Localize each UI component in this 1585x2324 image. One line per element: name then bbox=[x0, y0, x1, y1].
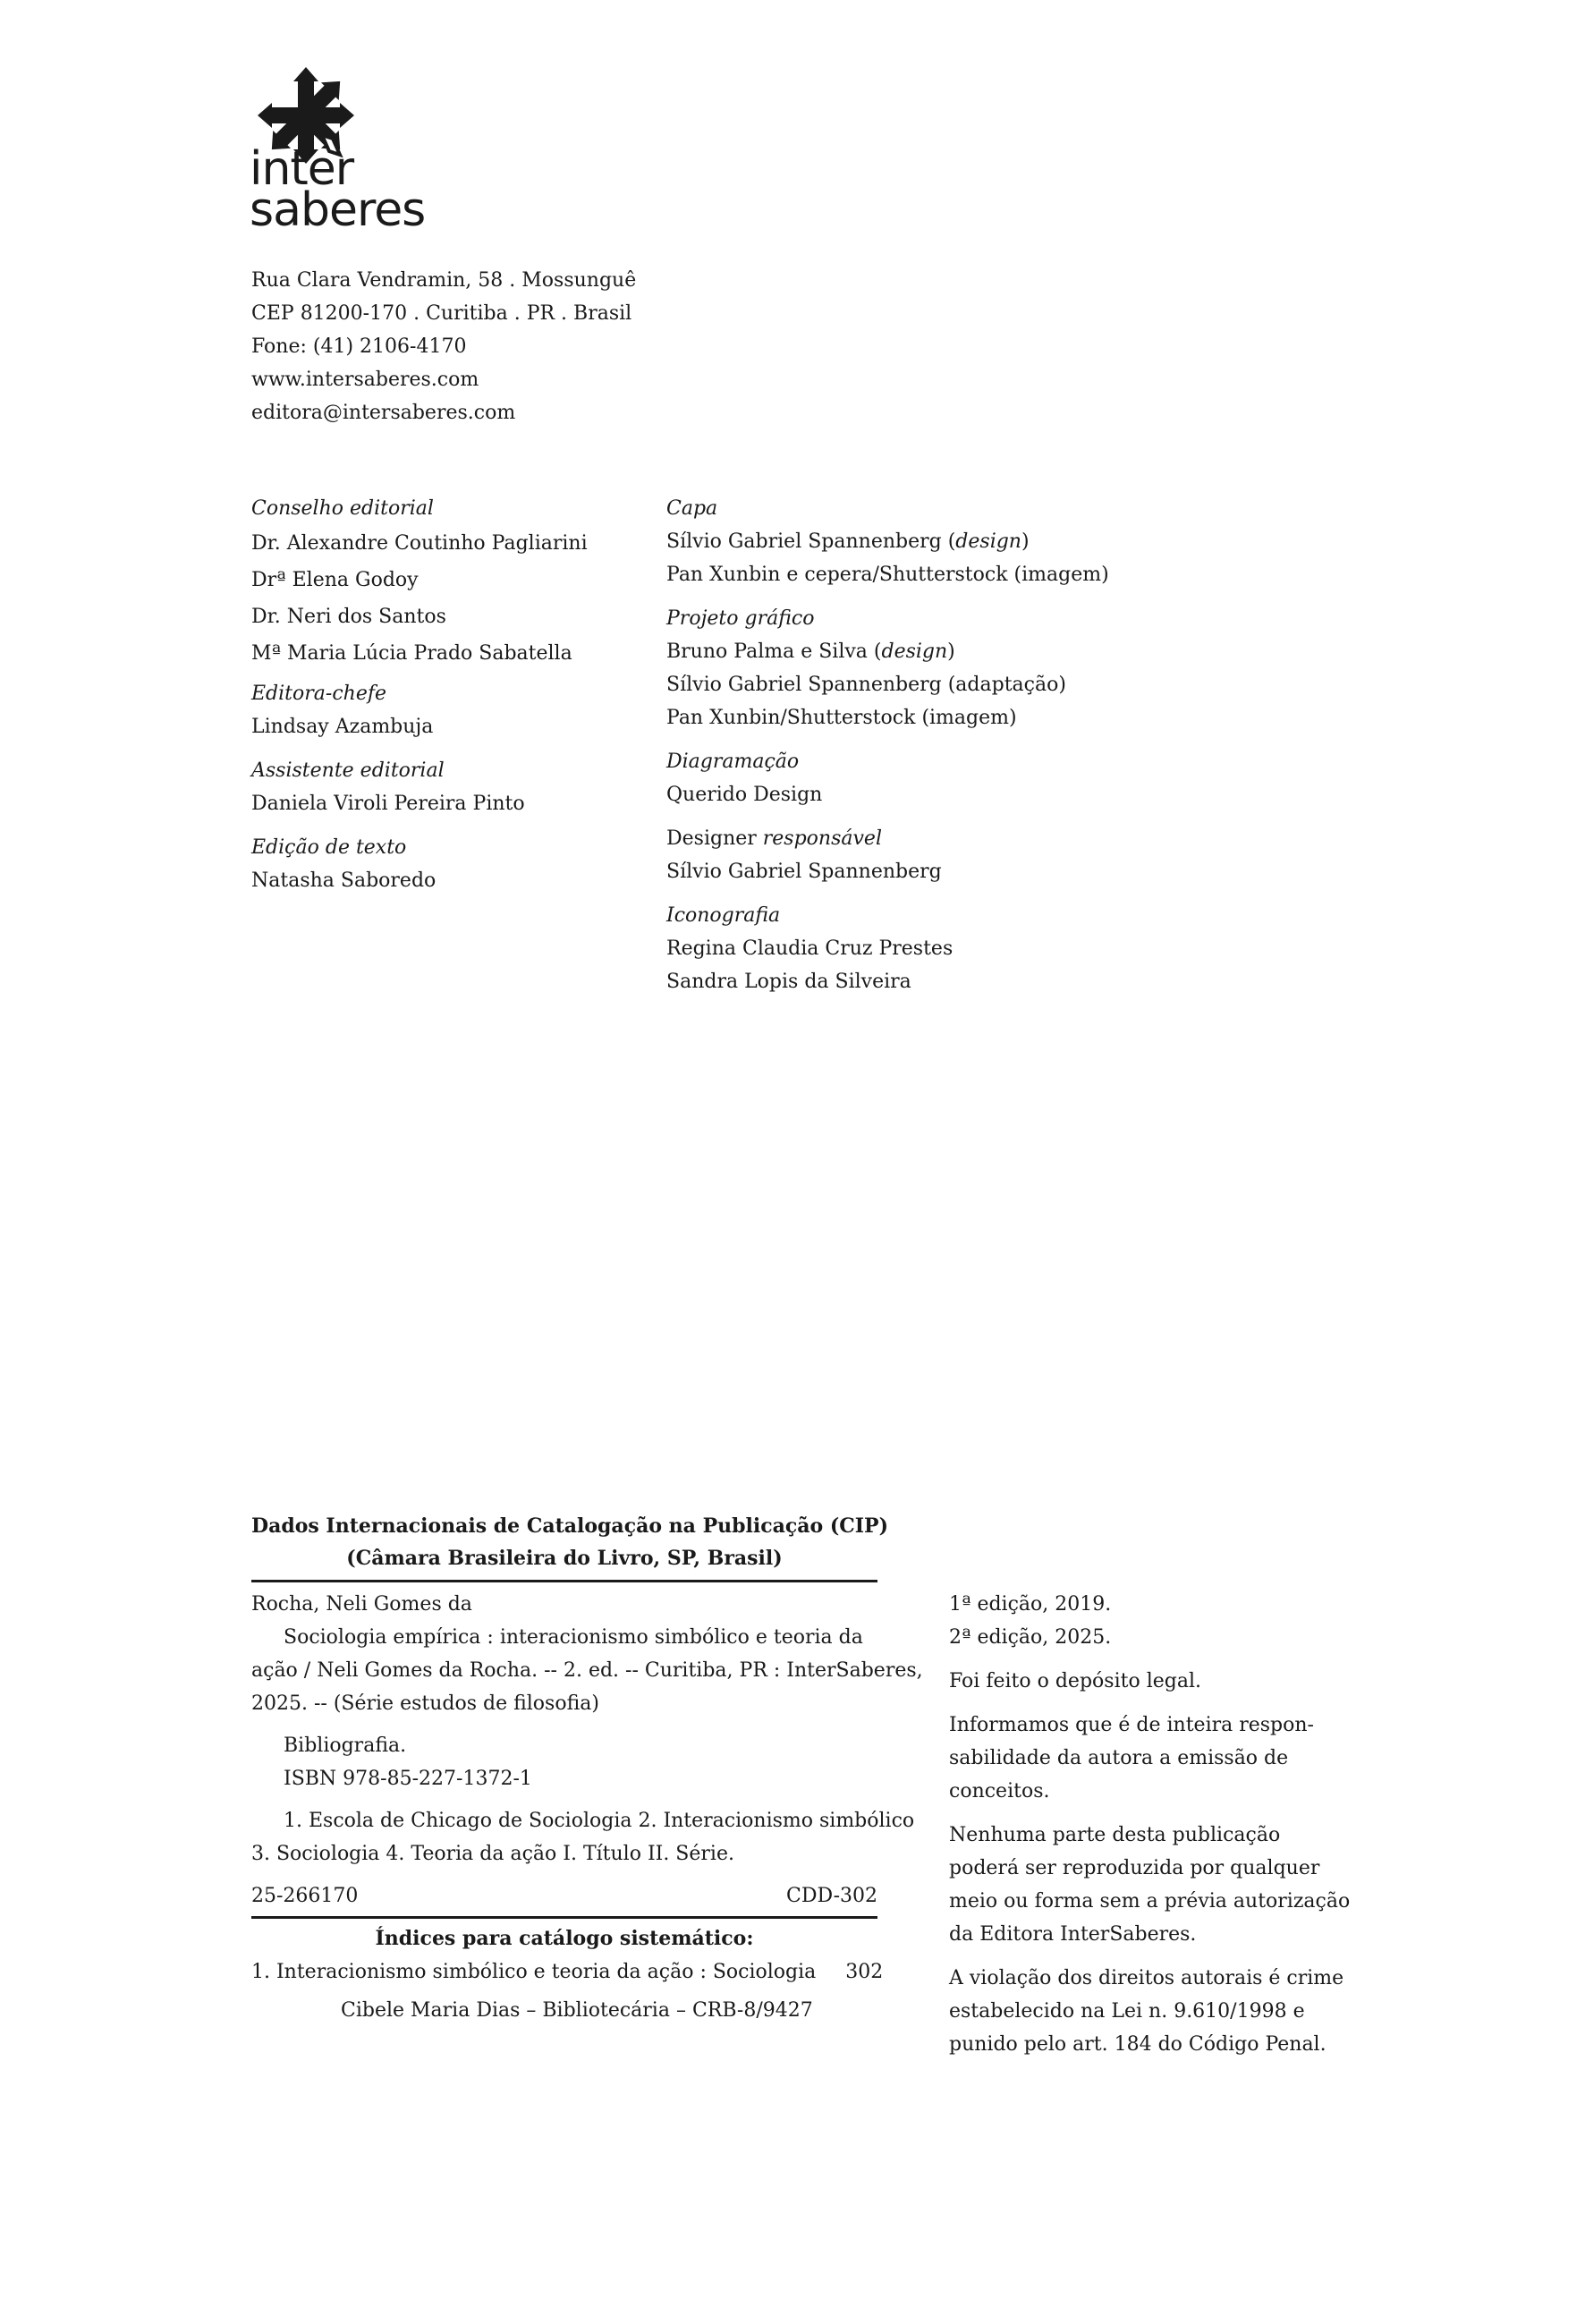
capa-credit-role: design bbox=[955, 530, 1021, 553]
cip-subjects-line: 1. Escola de Chicago de Sociologia 2. Interacionismo simbólico bbox=[284, 1810, 915, 1832]
editora-title: Editora-chefe bbox=[251, 683, 387, 705]
cip-record-number: 25-266170 bbox=[251, 1885, 359, 1907]
cip-index-title: Índices para catálogo sistemático: bbox=[375, 1927, 754, 1950]
logo-wordmark bbox=[250, 142, 426, 237]
logo-line-inter: inter bbox=[250, 142, 354, 196]
cip-index-number: 302 bbox=[845, 1961, 884, 1983]
diagramacao-name: Querido Design bbox=[666, 784, 823, 806]
diagramacao-title: Diagramação bbox=[666, 751, 800, 773]
designer-title-word: Designer bbox=[666, 827, 763, 850]
iconografia-name: Regina Claudia Cruz Prestes bbox=[666, 937, 954, 960]
designer-name: Sílvio Gabriel Spannenberg bbox=[666, 861, 942, 883]
cip-bibliografia: Bibliografia. bbox=[284, 1735, 407, 1757]
edition-notes bbox=[949, 1588, 1351, 2072]
address-email: editora@intersaberes.com bbox=[251, 402, 516, 424]
edition-dates bbox=[949, 1588, 1334, 1654]
address-street: Rua Clara Vendramin, 58 . Mossunguê bbox=[251, 269, 637, 292]
capa-credit-close: ) bbox=[1021, 530, 1030, 553]
cip-index-row bbox=[251, 1955, 884, 1989]
conselho-member: Dr. Alexandre Coutinho Pagliarini bbox=[251, 532, 588, 555]
cip-title-line: Sociologia empírica : interacionismo simbólico e teoria da bbox=[284, 1626, 863, 1649]
cip-index-entry: 1. Interacionismo simbólico e teoria da ação : Sociologia bbox=[251, 1961, 817, 1983]
projeto-credit bbox=[666, 635, 1167, 668]
cip-librarian: Cibele Maria Dias – Bibliotecária – CRB-8/9427 bbox=[341, 1999, 813, 2022]
editora-name: Lindsay Azambuja bbox=[251, 716, 434, 738]
reproducao-line: da Editora InterSaberes. bbox=[949, 1923, 1197, 1946]
designer-title bbox=[666, 822, 1167, 855]
edicao-name: Natasha Saboredo bbox=[251, 869, 437, 892]
edition-second: 2ª edição, 2025. bbox=[949, 1626, 1112, 1649]
diagramacao-section bbox=[666, 745, 1167, 811]
edition-reproducao bbox=[949, 1819, 1351, 1951]
edition-violacao bbox=[949, 1962, 1344, 2061]
publisher-address bbox=[251, 264, 636, 429]
cip-catalog-card bbox=[251, 1510, 923, 2027]
edition-first: 1ª edição, 2019. bbox=[949, 1593, 1112, 1616]
editora-section bbox=[251, 677, 627, 743]
projeto-title: Projeto gráfico bbox=[666, 607, 815, 630]
edition-responsabilidade bbox=[949, 1709, 1334, 1808]
projeto-credit-close: ) bbox=[947, 640, 955, 663]
logo-line-saberes: saberes bbox=[250, 183, 426, 237]
conselho-member: Dr. Neri dos Santos bbox=[251, 606, 446, 628]
edicao-title: Edição de texto bbox=[251, 836, 407, 859]
cip-heading-line2: (Câmara Brasileira do Livro, SP, Brasil) bbox=[346, 1547, 783, 1570]
designer-section bbox=[666, 822, 1167, 888]
conselho-member: Drª Elena Godoy bbox=[251, 569, 419, 591]
cip-title-line: 2025. -- (Série estudos de filosofia) bbox=[251, 1692, 599, 1715]
reproducao-line: meio ou forma sem a prévia autorização bbox=[949, 1890, 1351, 1913]
capa-title: Capa bbox=[666, 497, 718, 520]
projeto-adaptation: Sílvio Gabriel Spannenberg (adaptação) bbox=[666, 674, 1066, 696]
address-phone: Fone: (41) 2106-4170 bbox=[251, 335, 467, 358]
iconografia-title: Iconografia bbox=[666, 904, 781, 927]
assistente-section bbox=[251, 754, 627, 820]
cip-isbn: ISBN 978-85-227-1372-1 bbox=[284, 1768, 532, 1790]
cip-record-row bbox=[251, 1879, 877, 1913]
cip-subjects-line: 3. Sociologia 4. Teoria da ação I. Título II. Série. bbox=[251, 1843, 734, 1865]
violacao-line: A violação dos direitos autorais é crime bbox=[949, 1967, 1344, 1989]
address-website: www.intersaberes.com bbox=[251, 369, 479, 391]
responsabilidade-line: Informamos que é de inteira respon- bbox=[949, 1714, 1314, 1736]
projeto-image: Pan Xunbin/Shutterstock (imagem) bbox=[666, 707, 1017, 729]
conselho-member: Mª Maria Lúcia Prado Sabatella bbox=[251, 642, 572, 665]
left-credits bbox=[251, 492, 627, 901]
edicao-section bbox=[251, 831, 627, 897]
violacao-line: estabelecido na Lei n. 9.610/1998 e bbox=[949, 2000, 1305, 2023]
designer-title-italic: responsável bbox=[762, 827, 882, 850]
capa-section bbox=[666, 492, 1167, 591]
violacao-line: punido pelo art. 184 do Código Penal. bbox=[949, 2033, 1326, 2056]
projeto-section bbox=[666, 602, 1167, 734]
cip-title-line: ação / Neli Gomes da Rocha. -- 2. ed. -- Curitiba, PR : InterSaberes, bbox=[251, 1659, 923, 1682]
address-cep: CEP 81200-170 . Curitiba . PR . Brasil bbox=[251, 302, 632, 325]
projeto-credit-name: Bruno Palma e Silva ( bbox=[666, 640, 882, 663]
responsabilidade-line: conceitos. bbox=[949, 1780, 1050, 1802]
reproducao-line: Nenhuma parte desta publicação bbox=[949, 1824, 1281, 1846]
right-credits bbox=[666, 492, 1167, 1002]
cip-cdd: CDD-302 bbox=[786, 1885, 877, 1907]
responsabilidade-line: sabilidade da autora a emissão de bbox=[949, 1747, 1289, 1769]
projeto-credit-role: design bbox=[881, 640, 948, 663]
capa-credit bbox=[666, 525, 1167, 558]
conselho-title: Conselho editorial bbox=[251, 497, 434, 520]
cip-author: Rocha, Neli Gomes da bbox=[251, 1593, 472, 1616]
cip-heading bbox=[251, 1510, 889, 1574]
iconografia-name: Sandra Lopis da Silveira bbox=[666, 971, 911, 993]
iconografia-section bbox=[666, 899, 1167, 998]
cip-heading-line1: Dados Internacionais de Catalogação na Publicação (CIP) bbox=[251, 1514, 889, 1538]
publisher-logo bbox=[250, 66, 455, 236]
cip-body bbox=[251, 1582, 923, 1913]
capa-credit-name: Sílvio Gabriel Spannenberg ( bbox=[666, 530, 956, 553]
conselho-section bbox=[251, 492, 627, 672]
assistente-name: Daniela Viroli Pereira Pinto bbox=[251, 793, 525, 815]
cip-index bbox=[251, 1919, 884, 2027]
reproducao-line: poderá ser reproduzida por qualquer bbox=[949, 1857, 1320, 1879]
edition-deposito: Foi feito o depósito legal. bbox=[949, 1670, 1201, 1692]
assistente-title: Assistente editorial bbox=[251, 759, 445, 782]
capa-image-credit: Pan Xunbin e cepera/Shutterstock (imagem) bbox=[666, 564, 1109, 586]
